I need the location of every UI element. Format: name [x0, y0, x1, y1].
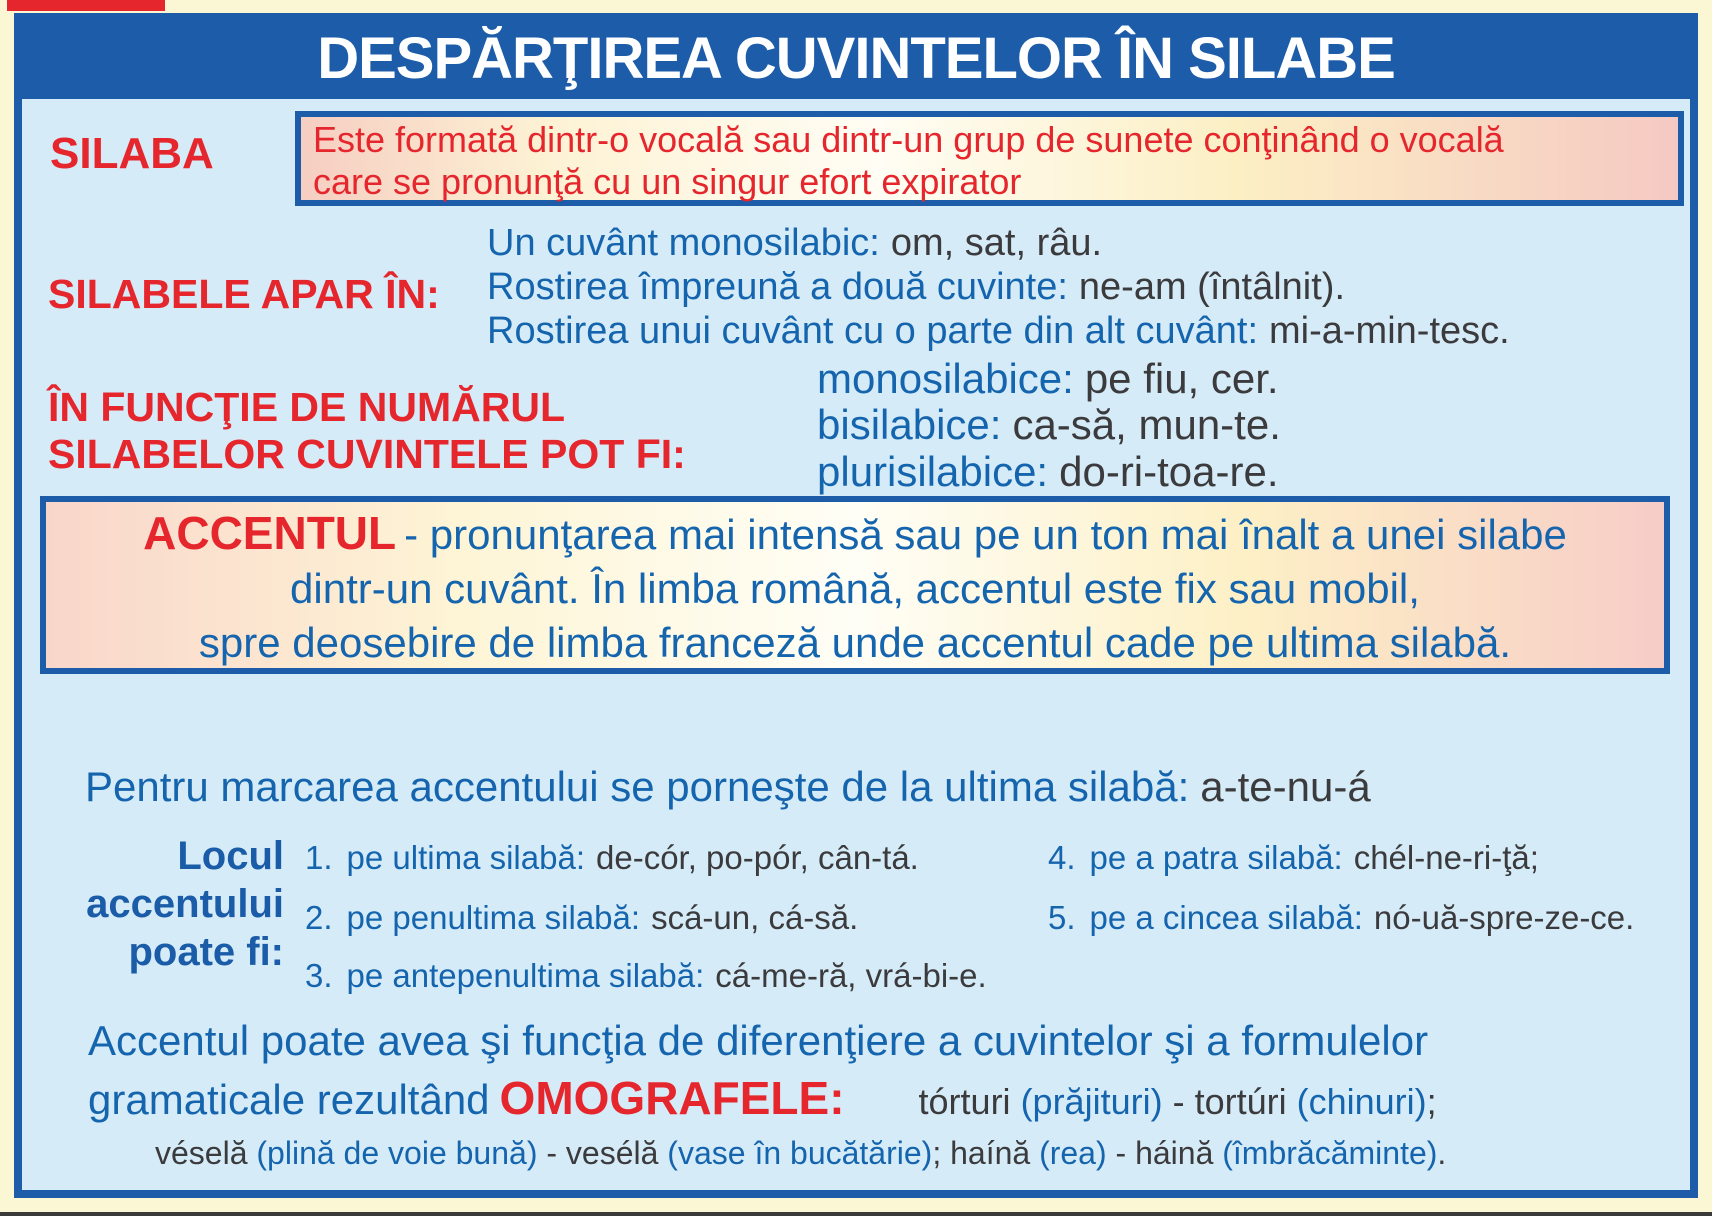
- functie-label-line2: SILABELOR CUVINTELE POT FI:: [48, 431, 686, 477]
- functie-item-3: [817, 449, 1279, 495]
- item-lead: Rostirea unui cuvânt cu o parte din alt cuvânt:: [487, 310, 1259, 352]
- title-banner: [22, 21, 1690, 99]
- text-segment: - vesélă: [537, 1135, 668, 1171]
- accentul-line2: dintr-un cuvânt. În limba română, accentul este fix sau mobil,: [290, 565, 1420, 612]
- text-segment: - háină: [1106, 1135, 1223, 1171]
- silabele-apar-item-1: [487, 221, 1102, 265]
- omografe-line2-red: OMOGRAFELE:: [499, 1072, 845, 1124]
- text-segment: (îmbrăcăminte): [1222, 1135, 1438, 1171]
- page-title: DESPĂRŢIREA CUVINTELOR ÎN SILABE: [317, 25, 1395, 91]
- omografe-line1: Accentul poate avea şi funcţia de diferenţiere a cuvintelor şi a formulelor: [88, 1017, 1429, 1064]
- omografe-line2: [88, 1071, 1437, 1125]
- omografe-example: [919, 1081, 1437, 1122]
- item-lead: monosilabice:: [817, 355, 1074, 402]
- locul-item-1: [305, 839, 919, 877]
- accentul-line3: spre deosebire de limba franceză unde accentul cade pe ultima silabă.: [198, 619, 1512, 666]
- item-lead: pe a cincea silabă:: [1089, 899, 1363, 936]
- item-number: 3.: [305, 957, 333, 994]
- item-example: mi-a-min-tesc.: [1269, 310, 1510, 352]
- marcare-example: a-te-nu-á: [1200, 763, 1371, 810]
- accentul-line1-rest: - pronunţarea mai intensă sau pe un ton mai înalt a unei silabe: [404, 511, 1567, 558]
- functie-item-1: [817, 356, 1279, 402]
- text-segment: .: [1437, 1135, 1447, 1171]
- locul-item-3: [305, 957, 987, 995]
- text-segment: ; haínă: [932, 1135, 1040, 1171]
- accentul-box: [40, 496, 1670, 674]
- item-lead: Un cuvânt monosilabic:: [487, 222, 880, 264]
- locul-label-line1: Locul: [177, 834, 284, 878]
- locul-item-2: [305, 899, 858, 937]
- item-example: nó-uă-spre-ze-ce.: [1373, 899, 1635, 936]
- marcare-line: [85, 764, 1371, 810]
- silaba-definition-line2: care se pronunţă cu un singur efort expirator: [313, 161, 1022, 202]
- functie-item-2: [817, 402, 1281, 448]
- text-segment: (prăjituri): [1020, 1081, 1163, 1122]
- item-lead: pe penultima silabă:: [346, 899, 641, 936]
- text-segment: (vase în bucătărie): [667, 1135, 933, 1171]
- item-lead: Rostirea împreună a două cuvinte:: [487, 266, 1068, 308]
- item-example: scá-un, cá-să.: [651, 899, 859, 936]
- locul-item-5: [1048, 899, 1634, 937]
- item-example: pe fiu, cer.: [1084, 355, 1279, 402]
- item-lead: pe a patra silabă:: [1089, 839, 1343, 876]
- silabele-apar-label: SILABELE APAR ÎN:: [48, 271, 440, 317]
- top-edge-red-mark: [7, 0, 165, 11]
- item-example: do-ri-toa-re.: [1059, 448, 1279, 495]
- text-segment: tórturi: [918, 1081, 1021, 1122]
- bottom-edge-line: [0, 1212, 1712, 1216]
- text-segment: véselă: [155, 1135, 257, 1171]
- item-number: 4.: [1048, 839, 1076, 876]
- omografe-line2-blue: gramaticale rezultând: [88, 1076, 490, 1123]
- locul-label: [52, 832, 284, 976]
- item-lead: bisilabice:: [817, 401, 1002, 448]
- text-segment: (plină de voie bună): [256, 1135, 538, 1171]
- silaba-label: SILABA: [50, 129, 214, 178]
- main-panel: [14, 13, 1698, 1198]
- accentul-label: ACCENTUL: [143, 507, 397, 559]
- marcare-lead: Pentru marcarea accentului se porneşte de la ultima silabă:: [85, 763, 1190, 810]
- item-example: om, sat, râu.: [890, 222, 1103, 264]
- silabele-apar-item-3: [487, 309, 1510, 353]
- item-lead: pe antepenultima silabă:: [346, 957, 705, 994]
- functie-label-line1: ÎN FUNCŢIE DE NUMĂRUL: [48, 384, 566, 430]
- locul-label-line2: accentului: [86, 882, 284, 926]
- item-number: 2.: [305, 899, 333, 936]
- item-lead: plurisilabice:: [817, 448, 1049, 495]
- text-segment: - tortúri: [1162, 1081, 1297, 1122]
- locul-label-line3: poate fi:: [128, 930, 284, 974]
- item-lead: pe ultima silabă:: [346, 839, 585, 876]
- item-number: 5.: [1048, 899, 1076, 936]
- content-area: [22, 99, 1690, 1190]
- silaba-definition-line1: Este formată dintr-o vocală sau dintr-un grup de sunete conţinând o vocală: [313, 119, 1504, 160]
- silaba-definition-box: [295, 111, 1684, 206]
- item-example: chél-ne-ri-ţă;: [1353, 839, 1539, 876]
- item-example: de-cór, po-pór, cân-tá.: [596, 839, 919, 876]
- omografe-bottom-line: [155, 1135, 1446, 1172]
- silabele-apar-item-2: [487, 265, 1345, 309]
- accentul-line1: [46, 506, 1664, 562]
- locul-item-4: [1048, 839, 1539, 877]
- text-segment: ;: [1426, 1081, 1437, 1122]
- item-number: 1.: [305, 839, 333, 876]
- text-segment: (rea): [1039, 1135, 1107, 1171]
- item-example: ca-să, mun-te.: [1012, 401, 1281, 448]
- text-segment: (chinuri): [1296, 1081, 1427, 1122]
- item-example: cá-me-ră, vrá-bi-e.: [715, 957, 987, 994]
- item-example: ne-am (întâlnit).: [1078, 266, 1345, 308]
